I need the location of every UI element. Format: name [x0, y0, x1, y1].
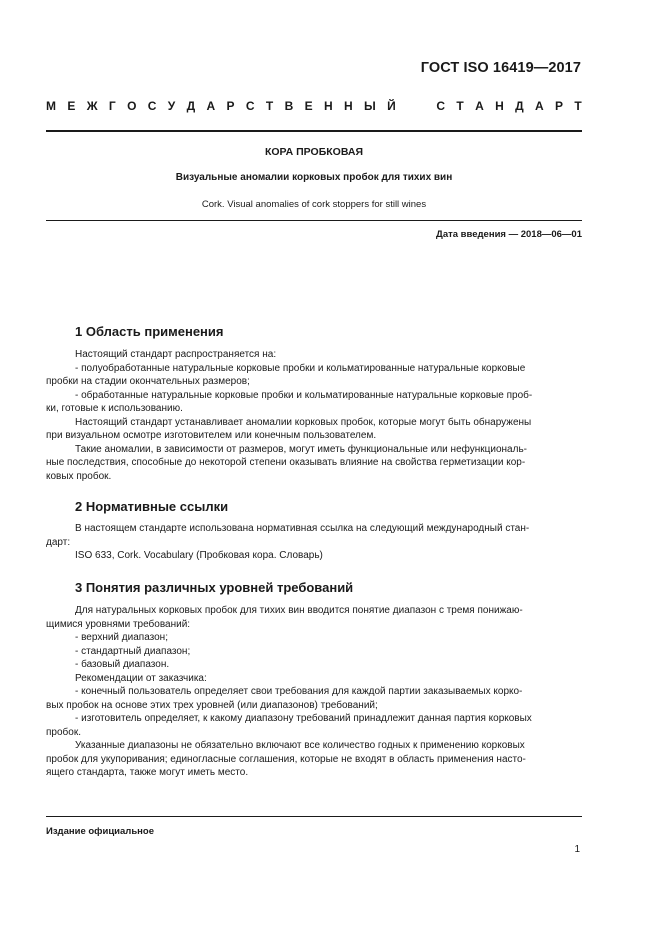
- section-body: [46, 348, 582, 483]
- title-letter: Д: [515, 99, 524, 113]
- title-rule: [46, 220, 582, 221]
- title-letter: Т: [574, 99, 582, 113]
- paragraph: - стандартный диапазон;: [75, 645, 191, 657]
- title-letter: С: [245, 99, 255, 113]
- title-letter: Н: [495, 99, 504, 113]
- paragraph: - конечный пользователь определяет свои требования для каждой партии заказываемых корко-: [75, 686, 523, 697]
- title-letter: М: [46, 99, 56, 113]
- word-gap: [407, 99, 425, 115]
- paragraph: пробок.: [46, 726, 81, 738]
- interstate-standard-title: [46, 99, 582, 115]
- title-letter: Р: [226, 99, 235, 113]
- paragraph: Для натуральных корковых пробок для тихих вин вводится понятие диапазон с тремя понижаю-: [75, 605, 523, 616]
- paragraph: пробок для укупоривания; единогласные соглашения, которые не входят в область применения насто-: [46, 753, 526, 765]
- introduction-date: Дата введения — 2018—06—01: [436, 229, 582, 240]
- paragraph: вых пробок на основе этих трех уровней (или диапазонов) требований;: [46, 699, 378, 711]
- section-heading: 1 Область применения: [75, 324, 224, 339]
- paragraph: ящего стандарта, также могут иметь место.: [46, 767, 249, 778]
- paragraph: - базовый диапазон.: [75, 659, 170, 670]
- title-letter: Н: [323, 99, 333, 113]
- paragraph: - верхний диапазон;: [75, 632, 168, 643]
- paragraph: при визуальном осмотре изготовителем или конечным пользователем.: [46, 430, 377, 441]
- title-letter: У: [167, 99, 176, 113]
- section-heading: 3 Понятия различных уровней требований: [75, 580, 354, 595]
- document-title: КОРА ПРОБКОВАЯ: [264, 146, 364, 158]
- section-body: [46, 522, 582, 563]
- paragraph: пробки на стадии окончательных размеров;: [46, 376, 250, 387]
- title-letter: Т: [456, 99, 464, 113]
- header-rule: [46, 130, 582, 132]
- paragraph: Такие аномалии, в зависимости от размеров, могут иметь функциональные или нефункциональ-: [75, 443, 527, 455]
- gost-number: ГОСТ ISO 16419—2017: [420, 60, 581, 76]
- title-letter: Е: [67, 99, 76, 113]
- paragraph: ные последствия, способные до некоторой степени оказывать влияние на свойства герметизации кор-: [46, 457, 526, 468]
- title-letter: О: [127, 99, 137, 113]
- title-letter: А: [535, 99, 544, 113]
- document-subtitle: Визуальные аномалии корковых пробок для тихих вин: [175, 172, 453, 183]
- title-letter: Й: [387, 99, 396, 113]
- paragraph: - изготовитель определяет, к какому диапазону требований принадлежит данная партия корковых: [75, 713, 532, 724]
- title-letter: Д: [186, 99, 196, 113]
- section-body: [46, 604, 582, 780]
- title-letter: В: [284, 99, 294, 113]
- paragraph: - полуобработанные натуральные корковые пробки и кольматированные натуральные корковые: [75, 362, 526, 374]
- paragraph: ки, готовые к использованию.: [46, 403, 183, 414]
- section-heading: 2 Нормативные ссылки: [75, 499, 229, 514]
- title-letter: А: [475, 99, 484, 113]
- title-letter: Е: [304, 99, 313, 113]
- paragraph: Настоящий стандарт распространяется на:: [75, 349, 277, 360]
- title-letter: А: [206, 99, 216, 113]
- footer-rule: [46, 816, 582, 817]
- paragraph: Настоящий стандарт устанавливает аномалии корковых пробок, которые могут быть обнаружены: [75, 416, 532, 428]
- title-letter: С: [436, 99, 446, 113]
- paragraph: ISO 633, Cork. Vocabulary (Пробковая кора. Словарь): [75, 550, 323, 561]
- english-title: Cork. Visual anomalies of cork stoppers for still wines: [201, 199, 427, 210]
- paragraph: Рекомендации от заказчика:: [75, 672, 207, 684]
- paragraph: Указанные диапазоны не обязательно включают все количество годных к применению корковых: [75, 740, 525, 751]
- paragraph: щимися уровнями требований:: [46, 618, 191, 630]
- page-number: 1: [574, 844, 580, 855]
- title-letter: Ы: [363, 99, 376, 113]
- title-letter: Т: [265, 99, 274, 113]
- title-letter: Г: [108, 99, 116, 113]
- paragraph: ковых пробок.: [46, 470, 112, 482]
- official-edition: Издание официальное: [46, 826, 154, 837]
- title-letter: Р: [555, 99, 564, 113]
- paragraph: В настоящем стандарте использована нормативная ссылка на следующий международный стан-: [75, 523, 530, 534]
- title-letter: С: [147, 99, 157, 113]
- title-letter: Н: [343, 99, 353, 113]
- paragraph: дарт:: [46, 536, 71, 548]
- title-letter: Ж: [86, 99, 98, 113]
- paragraph: - обработанные натуральные корковые пробки и кольматированные натуральные корковые проб-: [75, 389, 533, 401]
